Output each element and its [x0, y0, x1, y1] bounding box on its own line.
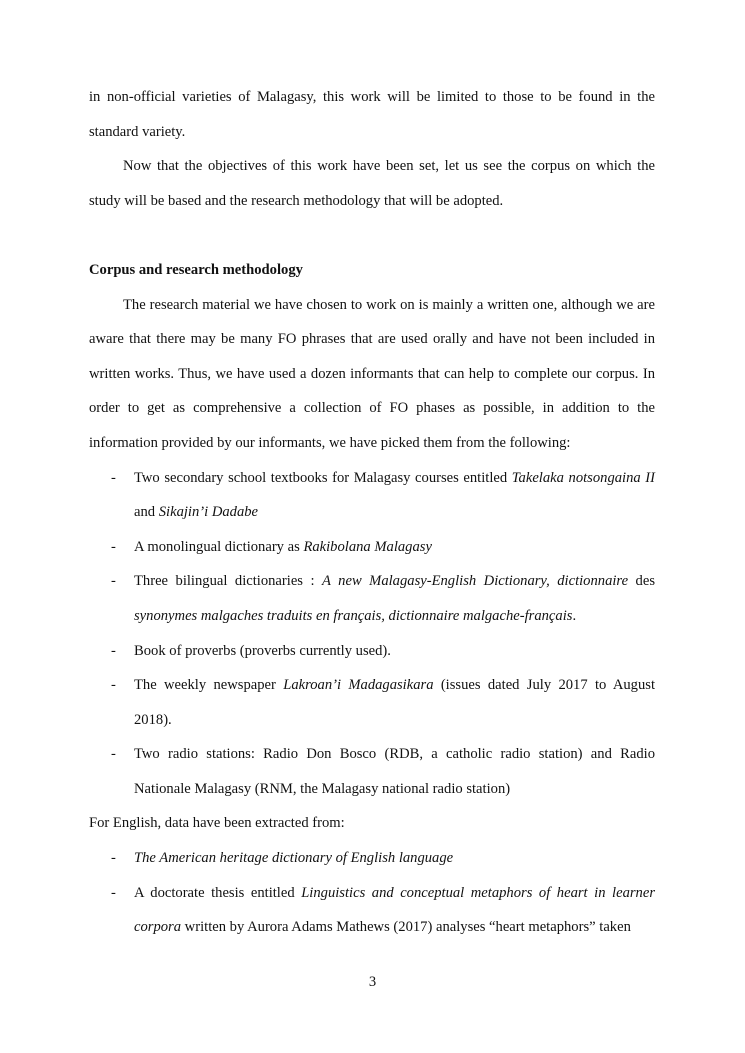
list-item-bilingual-dictionaries: - Three bilingual dictionaries : A new Malagasy-English Dictionary, dictionnaire des synonymes malgaches traduits en français, dictionnaire malgache-français. — [89, 564, 655, 633]
list-item-radio-stations: - Two radio stations: Radio Don Bosco (RDB, a catholic radio station) and Radio Nationale Malagasy (RNM, the Malagasy national radio station) — [89, 737, 655, 806]
list-item-newspaper: - The weekly newspaper Lakroan’i Madagasikara (issues dated July 2017 to August 2018). — [89, 668, 655, 737]
list-item-monolingual-dictionary: - A monolingual dictionary as Rakibolana Malagasy — [89, 530, 655, 565]
malagasy-sources-list — [89, 461, 655, 807]
list-item-doctorate-thesis: - A doctorate thesis entitled Linguistics and conceptual metaphors of heart in learner corpora written by Aurora Adams Mathews (2017) analyses “heart metaphors” taken — [89, 876, 655, 945]
list-item-proverbs: - Book of proverbs (proverbs currently used). — [89, 634, 655, 669]
paragraph-objectives: Now that the objectives of this work have been set, let us see the corpus on which the study will be based and the research methodology that will be adopted. — [89, 158, 655, 209]
paragraph-english-sources: For English, data have been extracted from: — [89, 815, 345, 832]
english-sources-list — [89, 841, 655, 945]
list-item-textbooks: - Two secondary school textbooks for Malagasy courses entitled Takelaka notsongaina II and Sikajin’i Dadabe — [89, 461, 655, 530]
document-page — [89, 80, 655, 945]
paragraph-research-material: The research material we have chosen to work on is mainly a written one, although we are aware that there may be many FO phrases that are used orally and have not been included in written works. Thus, we have used a dozen informants that can help to complete our corpus. In order to get as comprehensive a collection of FO phases as possible, in addition to the information provided by our informants, we have picked them from the following: — [89, 296, 655, 451]
list-item-american-heritage-dictionary: - The American heritage dictionary of English language — [89, 841, 655, 876]
page-number: 3 — [368, 974, 377, 990]
section-heading: Corpus and research methodology — [89, 261, 303, 278]
paragraph-continuation: in non-official varieties of Malagasy, this work will be limited to those to be found in the standard variety. — [89, 89, 655, 140]
